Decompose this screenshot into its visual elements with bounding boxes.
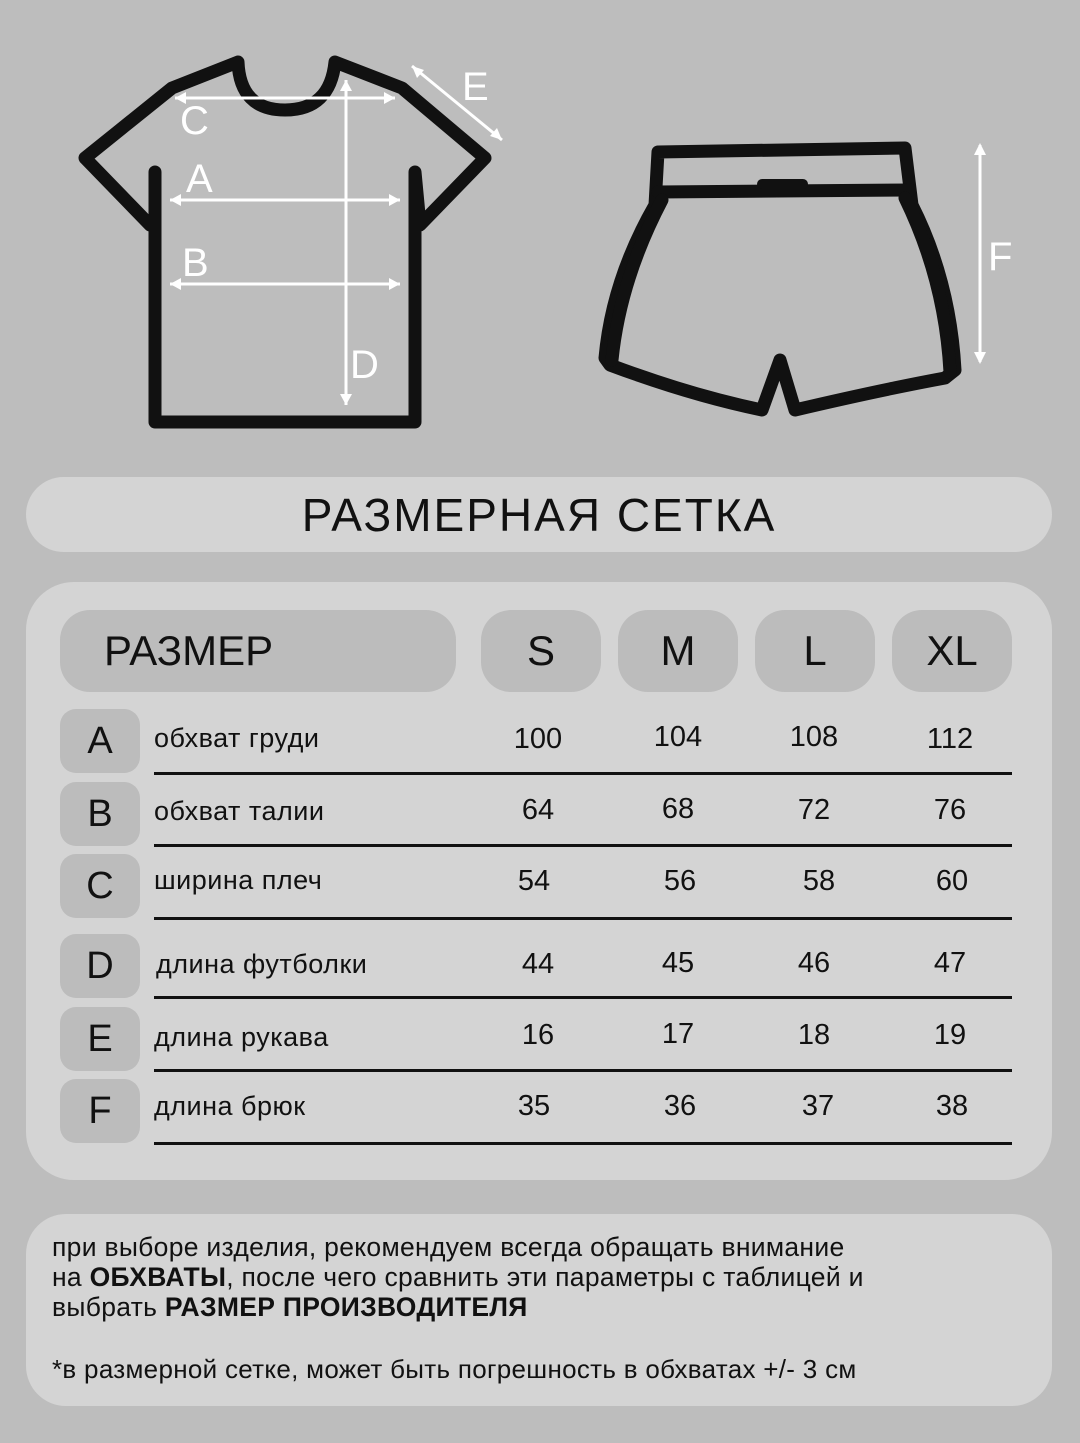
cell-c-m: 56: [663, 865, 697, 897]
garment-diagram: [0, 0, 1080, 470]
cell-b-xl: 76: [933, 794, 967, 826]
tshirt-measure-lines: [170, 66, 502, 405]
tshirt-icon: [85, 62, 485, 422]
cell-c-xl: 60: [935, 865, 969, 897]
cell-d-xl: 47: [933, 947, 967, 979]
row-letter-d: D: [60, 934, 140, 998]
row-letter-a: A: [60, 709, 140, 773]
note-line-3: выбрать РАЗМЕР ПРОИЗВОДИТЕЛЯ: [52, 1292, 528, 1322]
row-divider: [154, 917, 1012, 920]
note-card: [26, 1214, 1052, 1406]
tshirt-measure-arrows: [170, 66, 502, 405]
row-label-e: длина рукава: [154, 1022, 329, 1052]
cell-a-l: 108: [789, 721, 839, 753]
label-f: F: [988, 235, 1013, 279]
cell-e-l: 18: [797, 1019, 831, 1051]
cell-f-m: 36: [663, 1090, 697, 1122]
cell-a-m: 104: [653, 721, 703, 753]
cell-c-s: 54: [517, 865, 551, 897]
note-emphasis-girth: ОБХВАТЫ: [89, 1262, 227, 1292]
cell-f-xl: 38: [935, 1090, 969, 1122]
cell-b-l: 72: [797, 794, 831, 826]
column-header-s: S: [481, 610, 601, 692]
cell-d-l: 46: [797, 947, 831, 979]
note-line-2: на ОБХВАТЫ, после чего сравнить эти параметры с таблицей и: [52, 1262, 864, 1292]
row-label-d: длина футболки: [156, 949, 368, 979]
row-divider: [154, 996, 1012, 999]
cell-e-xl: 19: [933, 1019, 967, 1051]
cell-b-s: 64: [521, 794, 555, 826]
row-letter-f: F: [60, 1079, 140, 1143]
label-e: E: [462, 65, 489, 109]
cell-e-s: 16: [521, 1019, 555, 1051]
cell-c-l: 58: [802, 865, 836, 897]
cell-a-s: 100: [513, 723, 563, 755]
label-b: B: [182, 241, 209, 285]
shorts-measure-line: [974, 143, 986, 364]
note-emphasis-size: РАЗМЕР ПРОИЗВОДИТЕЛЯ: [164, 1292, 528, 1322]
row-divider: [154, 1142, 1012, 1145]
row-label-c: ширина плеч: [154, 865, 323, 895]
cell-d-s: 44: [521, 948, 555, 980]
row-label-f: длина брюк: [154, 1091, 306, 1121]
column-header-m: M: [618, 610, 738, 692]
row-letter-c: C: [60, 854, 140, 918]
size-chart-title: РАЗМЕРНАЯ СЕТКА: [26, 477, 1052, 552]
label-d: D: [350, 343, 379, 387]
label-c: C: [180, 99, 209, 143]
column-header-l: L: [755, 610, 875, 692]
row-label-a: обхват груди: [154, 723, 320, 753]
cell-f-s: 35: [517, 1090, 551, 1122]
cell-e-m: 17: [661, 1018, 695, 1050]
cell-f-l: 37: [801, 1090, 835, 1122]
row-letter-b: B: [60, 782, 140, 846]
cell-b-m: 68: [661, 793, 695, 825]
column-header-xl: XL: [892, 610, 1012, 692]
row-divider: [154, 772, 1012, 775]
shorts-icon: [605, 148, 955, 410]
footnote: *в размерной сетке, может быть погрешность в обхватах +/- 3 см: [52, 1354, 857, 1384]
row-label-b: обхват талии: [154, 796, 325, 826]
size-header: РАЗМЕР: [60, 610, 456, 692]
size-table: [26, 582, 1052, 1180]
note-line-1: при выборе изделия, рекомендуем всегда обращать внимание: [52, 1232, 845, 1262]
row-letter-e: E: [60, 1007, 140, 1071]
cell-d-m: 45: [661, 947, 695, 979]
row-divider: [154, 844, 1012, 847]
cell-a-xl: 112: [926, 723, 974, 755]
label-a: A: [186, 157, 213, 201]
note-text: [52, 1232, 1032, 1322]
row-divider: [154, 1069, 1012, 1072]
